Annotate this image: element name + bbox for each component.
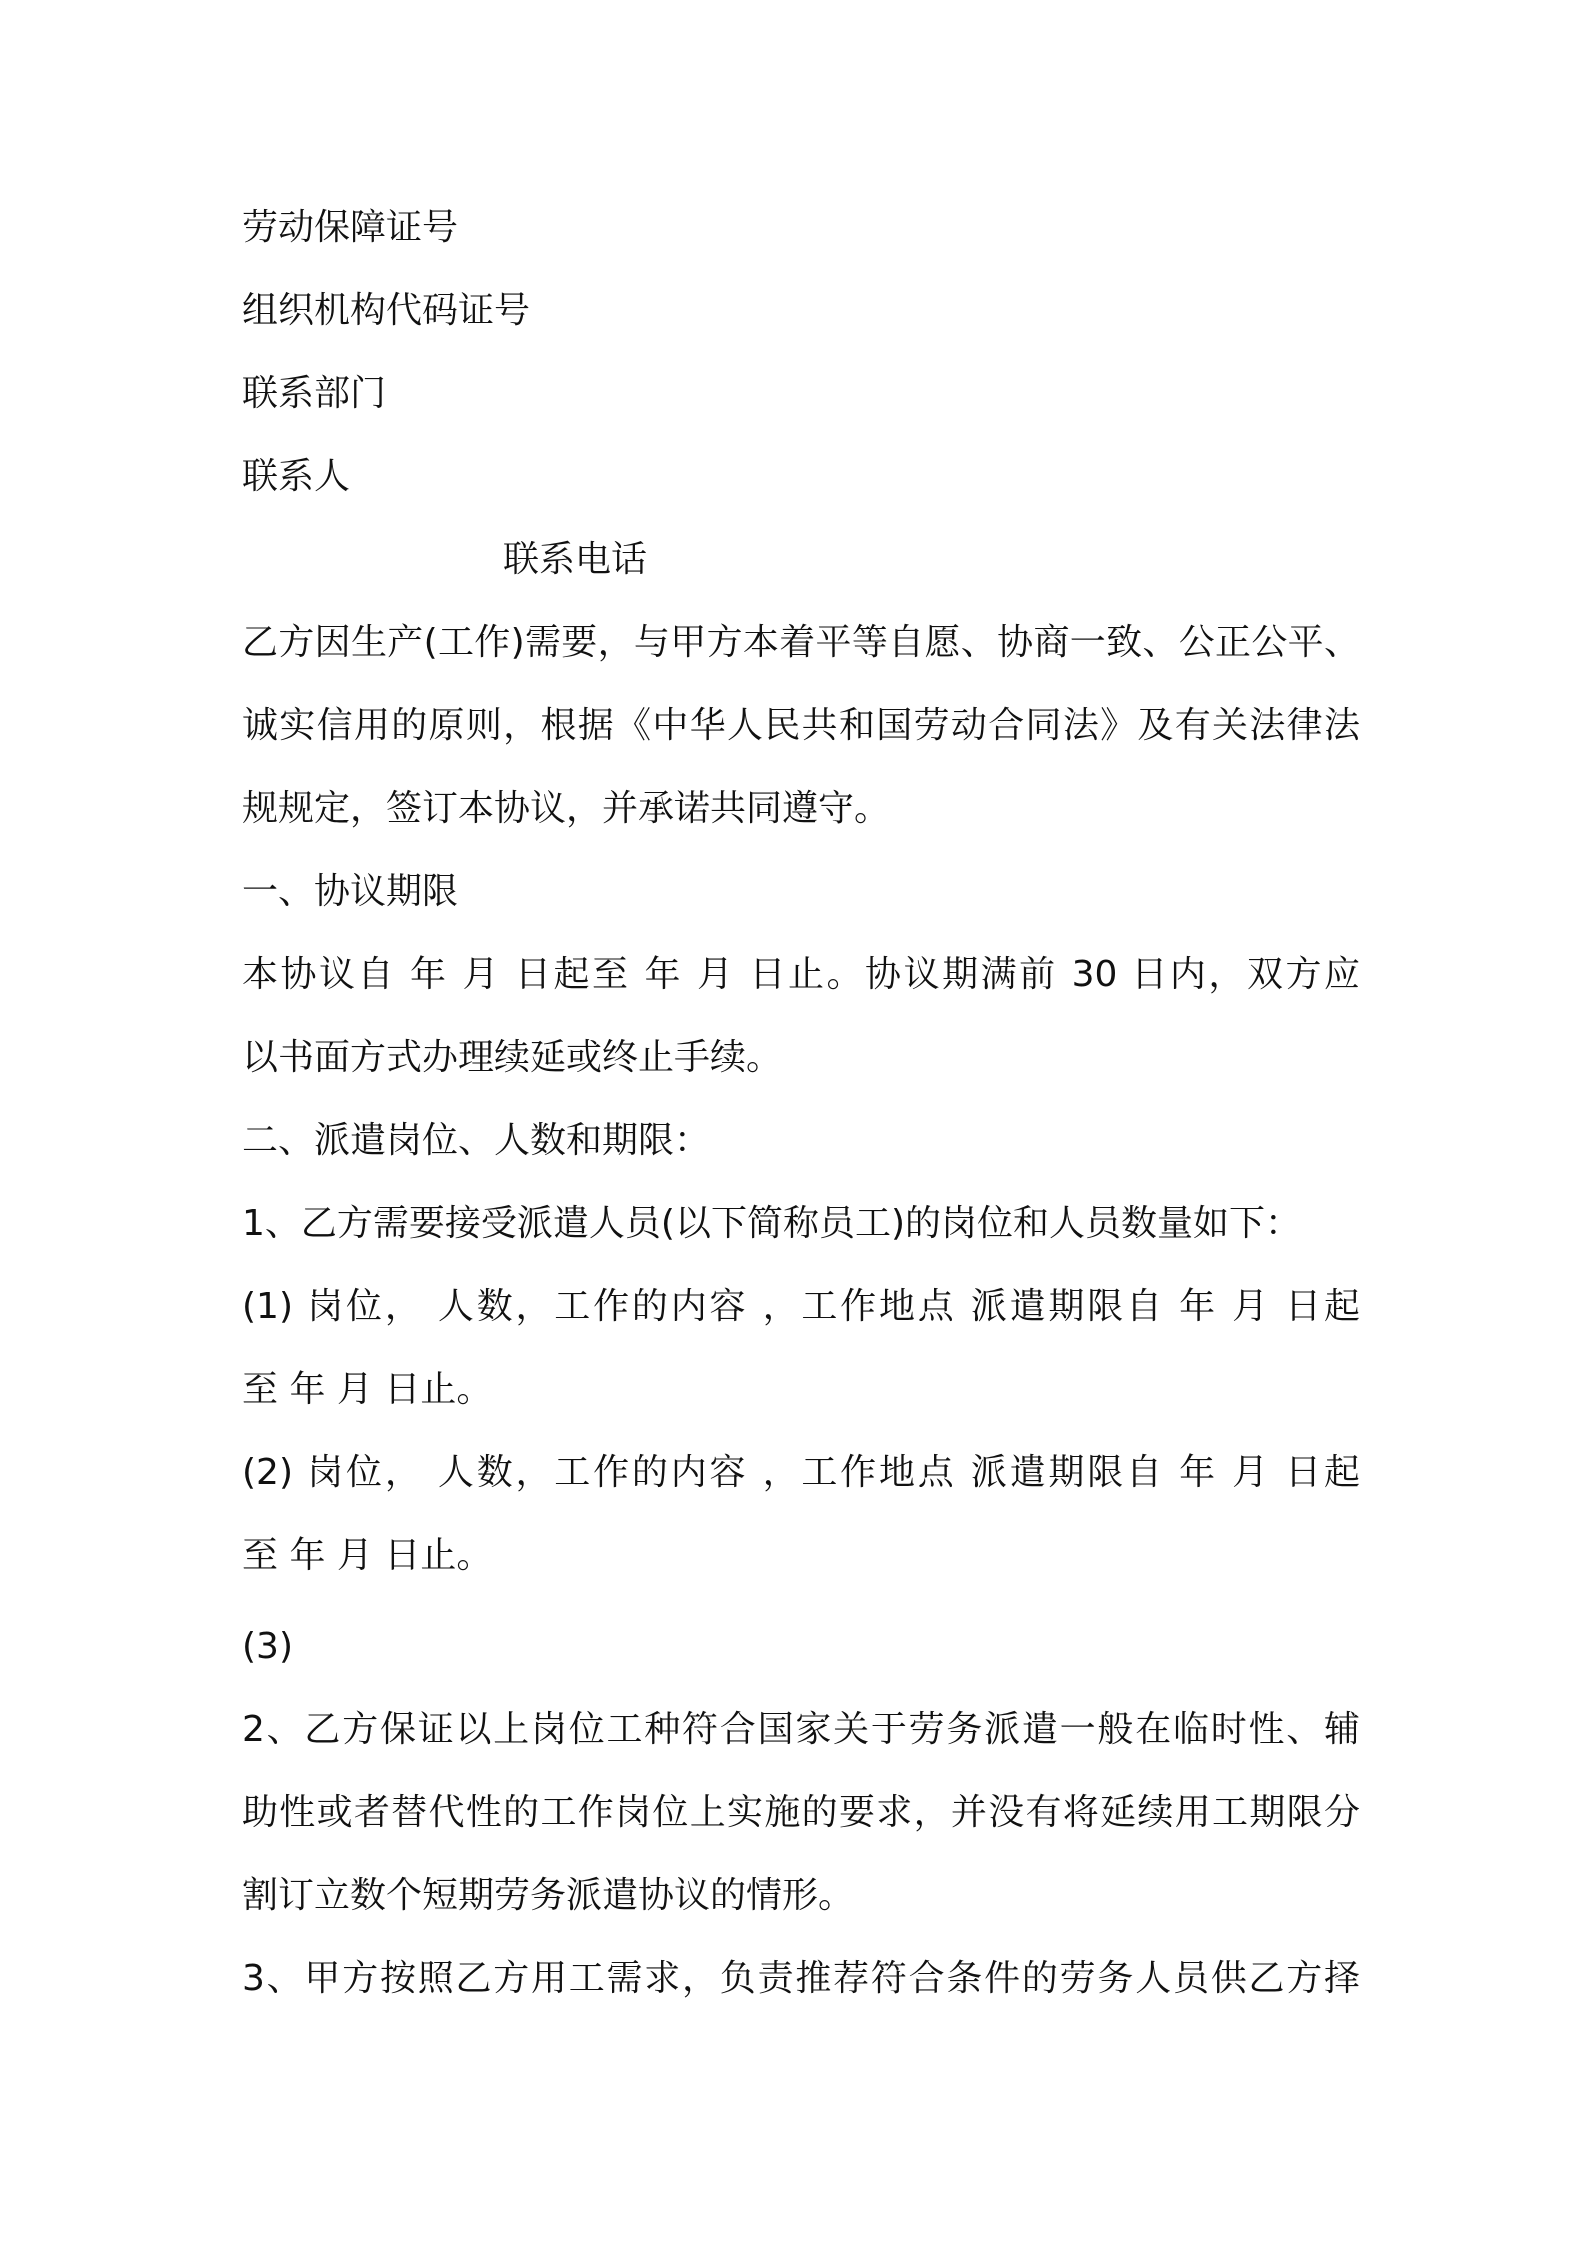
- term-paragraph-line: 本协议自 年 月 日起至 年 月 日止。协议期满前 30 日内，双方应: [242, 954, 1360, 995]
- clause-2-line: 助性或者替代性的工作岗位上实施的要求，并没有将延续用工期限分: [242, 1792, 1360, 1833]
- term-paragraph-line: 以书面方式办理续延或终止手续。: [242, 1037, 783, 1078]
- intro-paragraph-line: 规规定，签订本协议，并承诺共同遵守。: [242, 788, 891, 829]
- clause-1-line: 1、乙方需要接受派遣人员(以下简称员工)的岗位和人员数量如下：: [242, 1203, 1301, 1244]
- section-heading-term: 一、协议期限: [242, 871, 459, 912]
- field-org-code-cert-no: 组织机构代码证号: [242, 290, 531, 331]
- position-item-1-line: 至 年 月 日止。: [242, 1369, 493, 1410]
- clause-2-line: 割订立数个短期劳务派遣协议的情形。: [242, 1875, 855, 1916]
- position-item-2-line: 至 年 月 日止。: [242, 1535, 493, 1576]
- field-contact-person: 联系人: [242, 456, 351, 497]
- field-contact-department: 联系部门: [242, 373, 387, 414]
- position-item-1-line: (1) 岗位， 人数，工作的内容 ，工作地点 派遣期限自 年 月 日起: [242, 1286, 1360, 1327]
- clause-2-line: 2、乙方保证以上岗位工种符合国家关于劳务派遣一般在临时性、辅: [242, 1709, 1360, 1750]
- position-item-3-line: (3): [242, 1626, 293, 1667]
- position-item-2-line: (2) 岗位， 人数，工作的内容 ，工作地点 派遣期限自 年 月 日起: [242, 1452, 1360, 1493]
- intro-paragraph-line: 诚实信用的原则，根据《中华人民共和国劳动合同法》及有关法律法: [242, 705, 1360, 746]
- intro-paragraph-line: 乙方因生产(工作)需要，与甲方本着平等自愿、协商一致、公正公平、: [242, 622, 1360, 663]
- field-labor-security-cert-no: 劳动保障证号: [242, 207, 459, 248]
- section-heading-positions: 二、派遣岗位、人数和期限：: [242, 1120, 711, 1161]
- clause-3-line: 3、甲方按照乙方用工需求，负责推荐符合条件的劳务人员供乙方择: [242, 1958, 1360, 1999]
- field-contact-phone: 联系电话: [503, 539, 648, 580]
